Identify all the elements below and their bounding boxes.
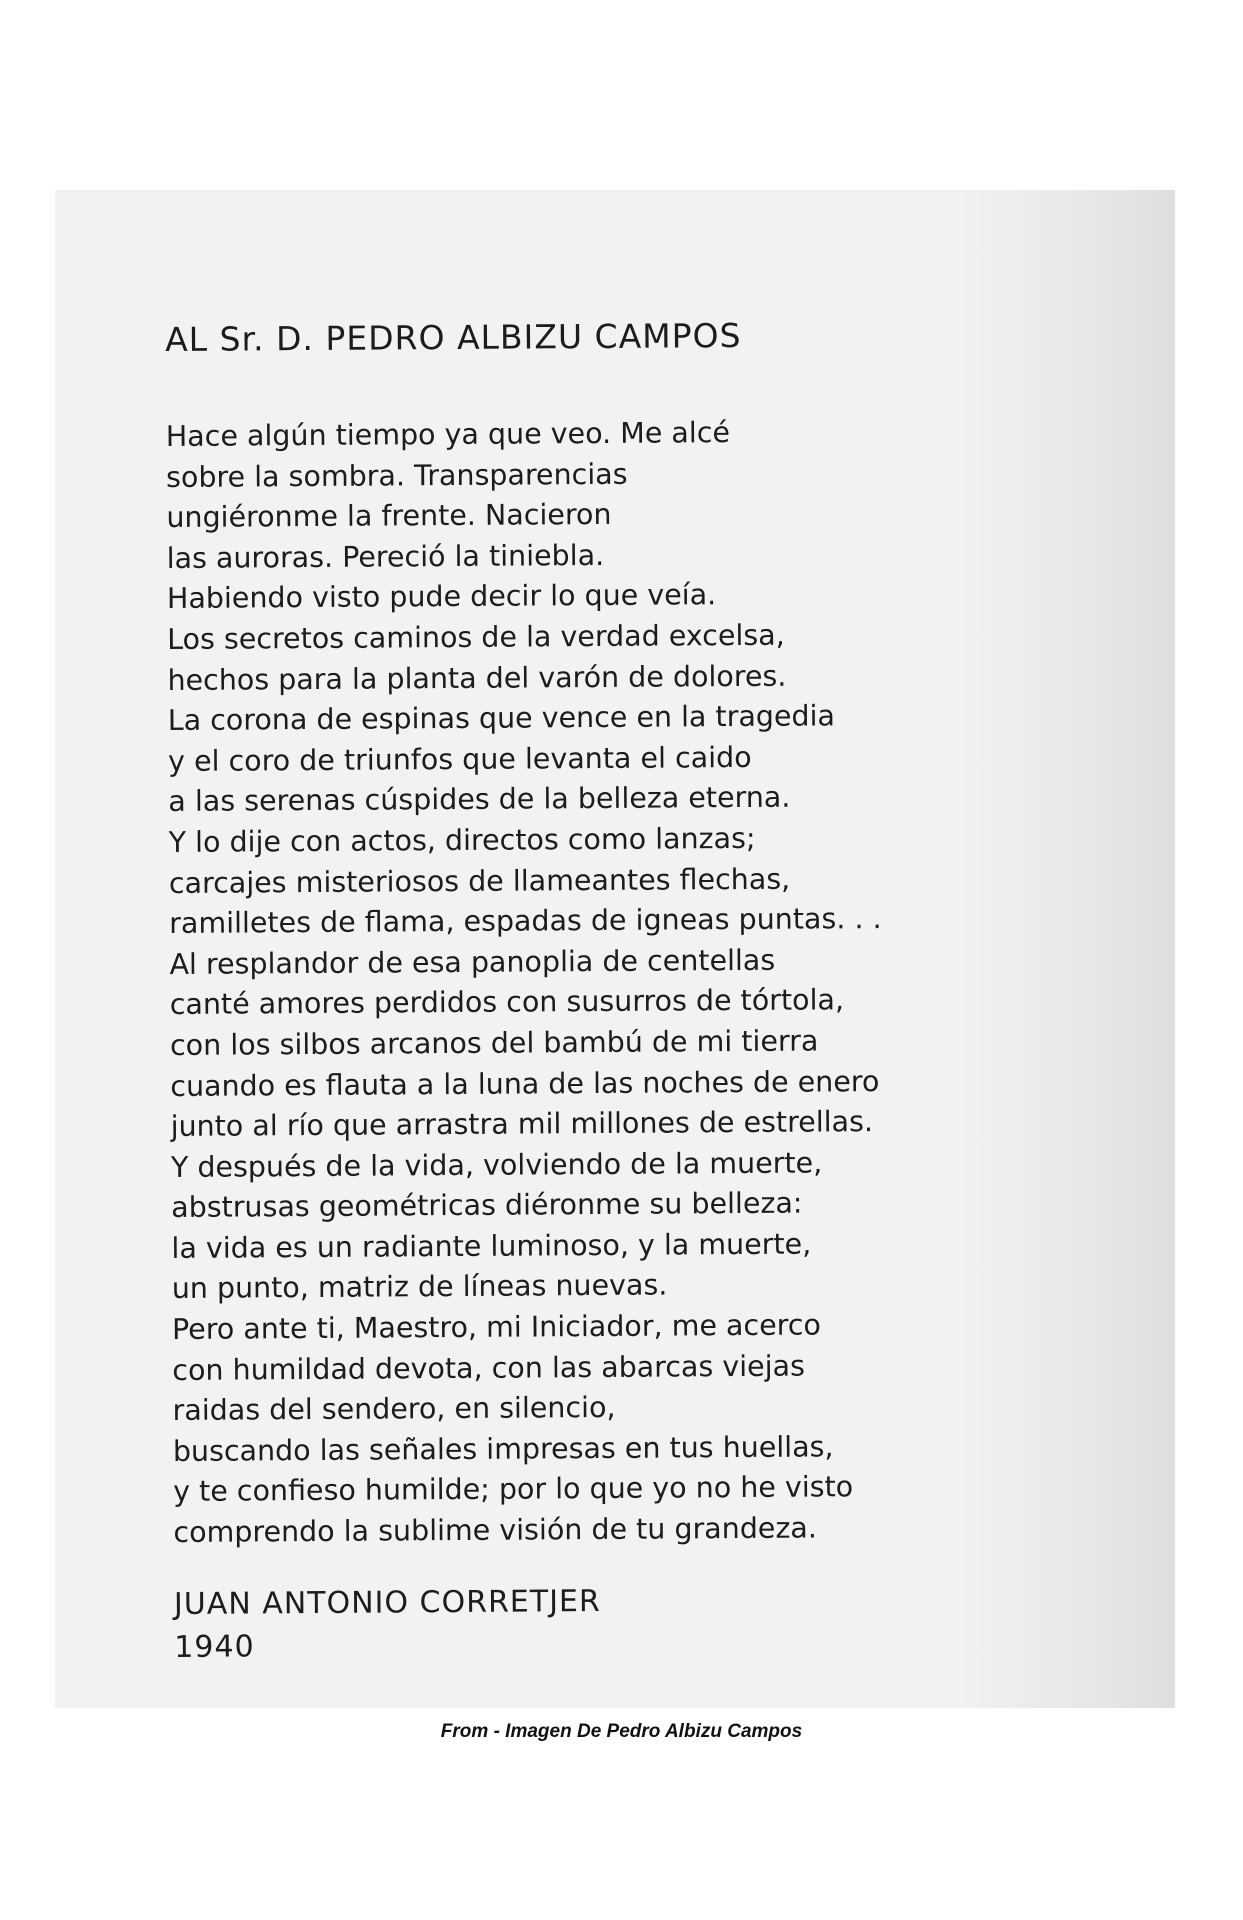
poem-line: y te confieso humilde; por lo que yo no he visto bbox=[173, 1470, 854, 1509]
poem-line: un punto, matriz de líneas nuevas. bbox=[171, 1268, 668, 1306]
poem-line: Hace algún tiempo ya que veo. Me alcé bbox=[165, 416, 731, 453]
poem-block bbox=[165, 315, 887, 1670]
poem-line: ramilletes de flama, espadas de igneas puntas. . . bbox=[169, 902, 882, 941]
poem-title: AL Sr. D. PEDRO ALBIZU CAMPOS bbox=[165, 315, 742, 359]
poem-author: JUAN ANTONIO CORRETJER bbox=[173, 1583, 601, 1622]
poem-line: la vida es un radiante luminoso, y la muerte, bbox=[171, 1227, 812, 1265]
poem-lines bbox=[166, 412, 886, 1554]
poem-line: La corona de espinas que vence en la tragedia bbox=[167, 699, 836, 738]
poem-line: con humildad devota, con las abarcas viejas bbox=[172, 1349, 806, 1387]
poem-line: con los silbos arcanos del bambú de mi tierra bbox=[169, 1024, 819, 1062]
poem-line: hechos para la planta del varón de dolores. bbox=[167, 659, 787, 697]
poem-line: sobre la sombra. Transparencias bbox=[165, 457, 628, 494]
poem-line: Al resplandor de esa panoplia de centellas bbox=[169, 943, 776, 981]
poem-line: abstrusas geométricas diéronme su belleza: bbox=[171, 1186, 803, 1225]
poem-line: Los secretos caminos de la verdad excelsa, bbox=[167, 618, 785, 656]
poem-line: raidas del sendero, en silencio, bbox=[172, 1391, 616, 1428]
poem-line: canté amores perdidos con susurros de tórtola, bbox=[169, 983, 845, 1022]
source-caption: From - Imagen De Pedro Albizu Campos bbox=[440, 1721, 803, 1742]
poem-year: 1940 bbox=[174, 1629, 255, 1665]
poem-line: buscando las señales impresas en tus huellas, bbox=[172, 1430, 834, 1468]
poem-line: a las serenas cúspides de la belleza eterna. bbox=[168, 780, 791, 819]
poem-line: junto al río que arrastra mil millones de estrellas. bbox=[170, 1105, 874, 1144]
poem-line: las auroras. Pereció la tiniebla. bbox=[166, 538, 605, 575]
poem-line: cuando es flauta a la luna de las noches de enero bbox=[170, 1064, 880, 1103]
poem-line: Habiendo visto pude decir lo que veía. bbox=[166, 578, 717, 616]
poem-line: carcajes misteriosos de llameantes flechas, bbox=[168, 862, 791, 900]
bleed-through-shadow bbox=[945, 190, 1175, 1708]
poem-line: Y lo dije con actos, directos como lanzas; bbox=[168, 821, 756, 859]
poem-line: y el coro de triunfos que levanta el caido bbox=[167, 740, 752, 778]
poem-line: Pero ante ti, Maestro, mi Iniciador, me acerco bbox=[171, 1308, 821, 1347]
poem-line: Y después de la vida, volviendo de la muerte, bbox=[170, 1146, 823, 1184]
poem-line: ungiéronme la frente. Nacieron bbox=[166, 498, 612, 535]
poem-line: comprendo la sublime visión de tu grandeza. bbox=[173, 1511, 817, 1550]
